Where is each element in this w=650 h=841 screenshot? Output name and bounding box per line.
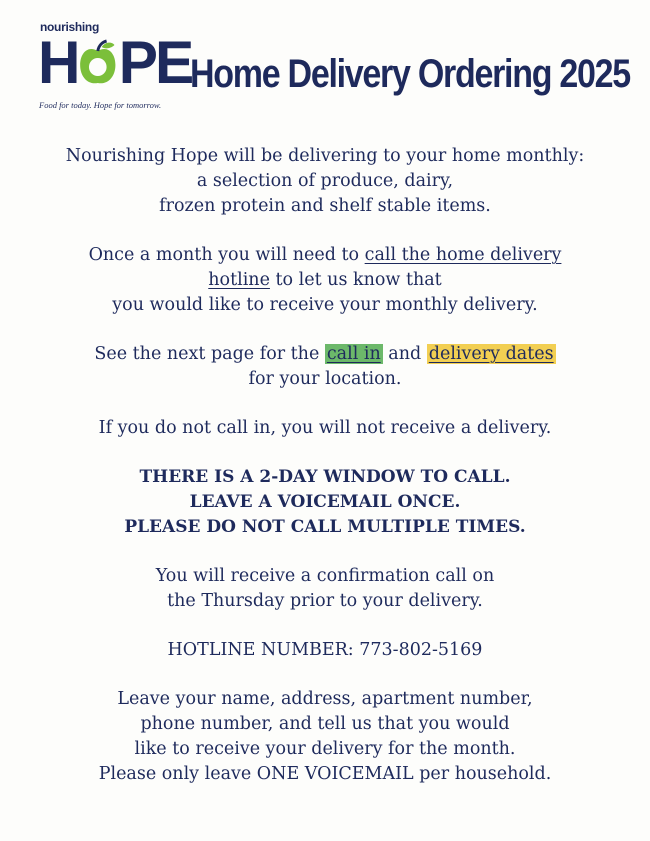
apple-icon [79, 38, 118, 86]
voicemail-line-2: phone number, and tell us that you would [140, 714, 510, 734]
call-in-highlight: call in [326, 344, 381, 364]
call-instructions-paragraph [0, 243, 650, 318]
confirmation-paragraph [0, 564, 650, 614]
hotline-number: HOTLINE NUMBER: 773-802-5169 [167, 640, 483, 660]
voicemail-line-1: Leave your name, address, apartment number, [117, 689, 533, 709]
logo-tagline: Food for today. Hope for tomorrow. [39, 100, 162, 110]
voicemail-instructions [0, 687, 650, 787]
logo-word-right: PE [118, 29, 192, 96]
notice-line-1: THERE IS A 2-DAY WINDOW TO CALL. [139, 467, 511, 487]
next-page-paragraph [0, 342, 650, 392]
nourishing-hope-logo [38, 18, 192, 114]
confirmation-line-1: You will receive a confirmation call on [155, 566, 495, 586]
call-window-notice [0, 465, 650, 540]
call-line-3: you would like to receive your monthly delivery. [112, 295, 538, 315]
next-page-pre-text: See the next page for the [94, 344, 325, 364]
notice-line-2: LEAVE A VOICEMAIL ONCE. [189, 492, 461, 512]
intro-line-2: a selection of produce, dairy, [196, 171, 454, 191]
logo-wordmark [38, 29, 192, 96]
call-line-1-text: Once a month you will need to [88, 245, 365, 265]
hotline-link-part-1[interactable]: call the home delivery [364, 245, 562, 265]
call-line-2-text: to let us know that [269, 270, 442, 290]
intro-line-3: frozen protein and shelf stable items. [159, 196, 491, 216]
intro-paragraph [0, 144, 650, 219]
next-page-line-2: for your location. [248, 369, 402, 389]
logo-small-text: nourishing [40, 20, 99, 34]
notice-line-3: PLEASE DO NOT CALL MULTIPLE TIMES. [124, 517, 526, 537]
delivery-dates-highlight: delivery dates [428, 344, 554, 364]
call-line-1 [0, 243, 650, 268]
confirmation-line-2: the Thursday prior to your delivery. [167, 591, 483, 611]
next-page-line-1 [0, 342, 650, 367]
call-line-2 [0, 268, 650, 293]
hotline-link-part-2[interactable]: hotline [208, 270, 270, 290]
next-page-mid-text: and [382, 344, 427, 364]
voicemail-line-4: Please only leave ONE VOICEMAIL per household. [98, 764, 552, 784]
voicemail-line-3: like to receive your delivery for the month. [134, 739, 516, 759]
page-title: Home Delivery Ordering 2025 [190, 52, 630, 96]
logo-word-left: H [38, 29, 78, 96]
intro-line-1: Nourishing Hope will be delivering to your home monthly: [65, 146, 585, 166]
no-call-warning: If you do not call in, you will not receive a delivery. [98, 418, 552, 438]
main-content [0, 144, 650, 811]
